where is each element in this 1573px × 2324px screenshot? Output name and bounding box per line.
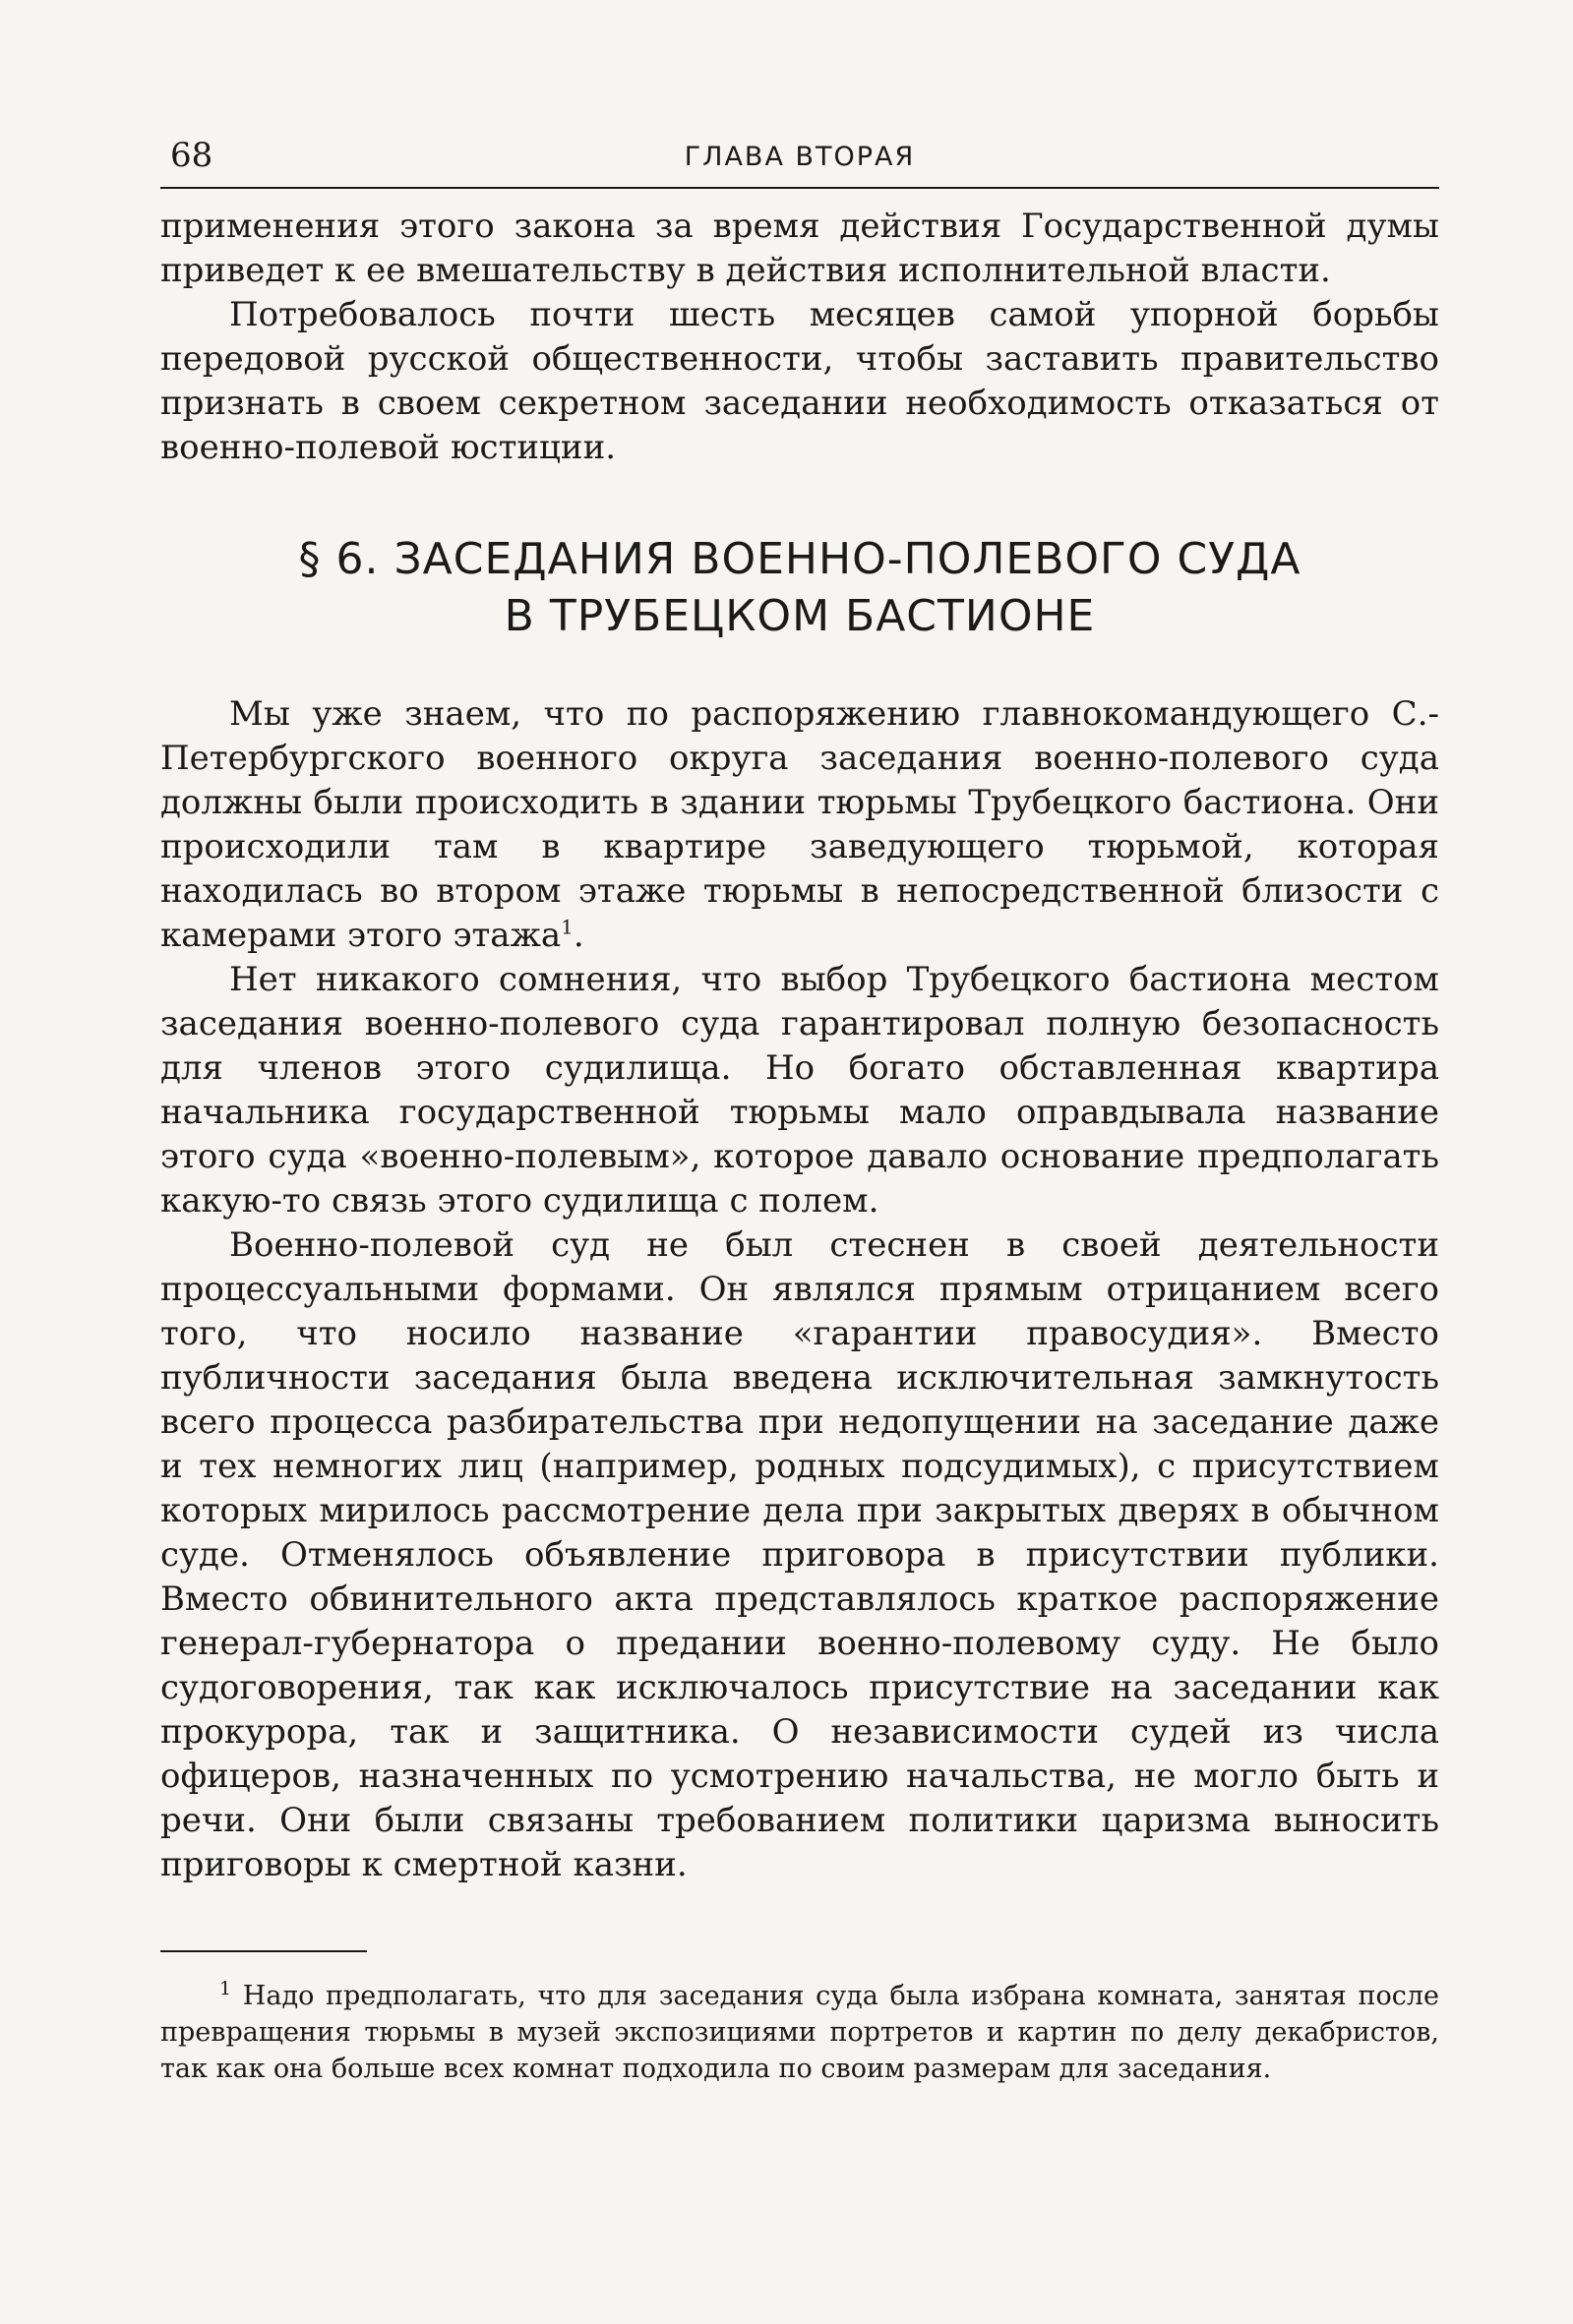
paragraph: Военно-полевой суд не был стеснен в своей деятельности процессуальными формами. Он являлся прямым отрицанием всего того, что носило название «гарантии правосудия». Вместо публичности заседания была введена исключительная замкнутость всего процесса разбирательства при недопущении на заседание даже и тех немногих лиц (например, родных подсудимых), с присутствием которых мирилось рассмотрение дела при закрытых дверях в обычном суде. Отменялось объявление приговора в присутствии публики. Вместо обвинительного акта представлялось краткое распоряжение генерал-губернатора о предании военно-полевому суду. Не было судоговорения, так как исключалось присутствие на заседании как прокурора, так и защитника. О независимости судей из числа офицеров, назначенных по усмотрению начальства, не могло быть и речи. Они были связаны требованием политики царизма выносить приговоры к смертной казни. <box>160 1225 1439 1884</box>
section-heading-line: § 6. ЗАСЕДАНИЯ ВОЕННО-ПОЛЕВОГО СУДА <box>298 534 1301 584</box>
paragraph-text: Мы уже знаем, что по распоряжению главнокомандующего С.-Петербургского военного округа заседания военно-полевого суда должны были происходить в здании тюрьмы Трубецкого бастиона. Они происходили там в квартире заведующего тюрьмой, которая находилась во втором этаже тюрьмы в непосредственной близости с камерами этого этажа <box>160 694 1439 955</box>
book-page <box>160 128 1439 2087</box>
page-header <box>160 128 1439 189</box>
section-heading <box>160 531 1439 645</box>
paragraph: Нет никакого сомнения, что выбор Трубецкого бастиона местом заседания военно-полевого суда гарантировал полную безопасность для членов этого судилища. Но богато обставленная квартира начальника государственной тюрьмы мало оправдывала название этого суда «военно-полевым», которое давало основание предполагать какую-то связь этого судилища с полем. <box>160 960 1439 1221</box>
footnote-marker: 1 <box>219 1978 232 1999</box>
section-heading-line: В ТРУБЕЦКОМ БАСТИОНЕ <box>504 591 1096 641</box>
paragraph <box>160 692 1439 958</box>
paragraph-continuation: применения этого закона за время действия Государственной думы приведет к ее вмешательству в действия исполнительной власти. <box>160 207 1439 290</box>
paragraph: Потребовалось почти шесть месяцев самой упорной борьбы передовой русской общественности, чтобы заставить правительство признать в своем секретном заседании необходимость отказаться от военно-полевой юстиции. <box>160 295 1439 467</box>
body-text <box>160 205 1439 1887</box>
footnote <box>160 1978 1439 2087</box>
footnote-reference: 1 <box>561 915 574 939</box>
running-title: ГЛАВА ВТОРАЯ <box>684 142 916 172</box>
footnotes <box>160 1978 1439 2087</box>
page-number: 68 <box>170 136 213 175</box>
footnote-divider <box>160 1950 367 1952</box>
paragraph-end-punctuation: . <box>573 916 584 955</box>
footnote-text: Надо предполагать, что для заседания суда была избрана комната, занятая после превращения тюрьмы в музей экспозициями портретов и картин по делу декабристов, так как она больше всех комнат подходила по своим размерам для заседания. <box>160 1981 1440 2084</box>
